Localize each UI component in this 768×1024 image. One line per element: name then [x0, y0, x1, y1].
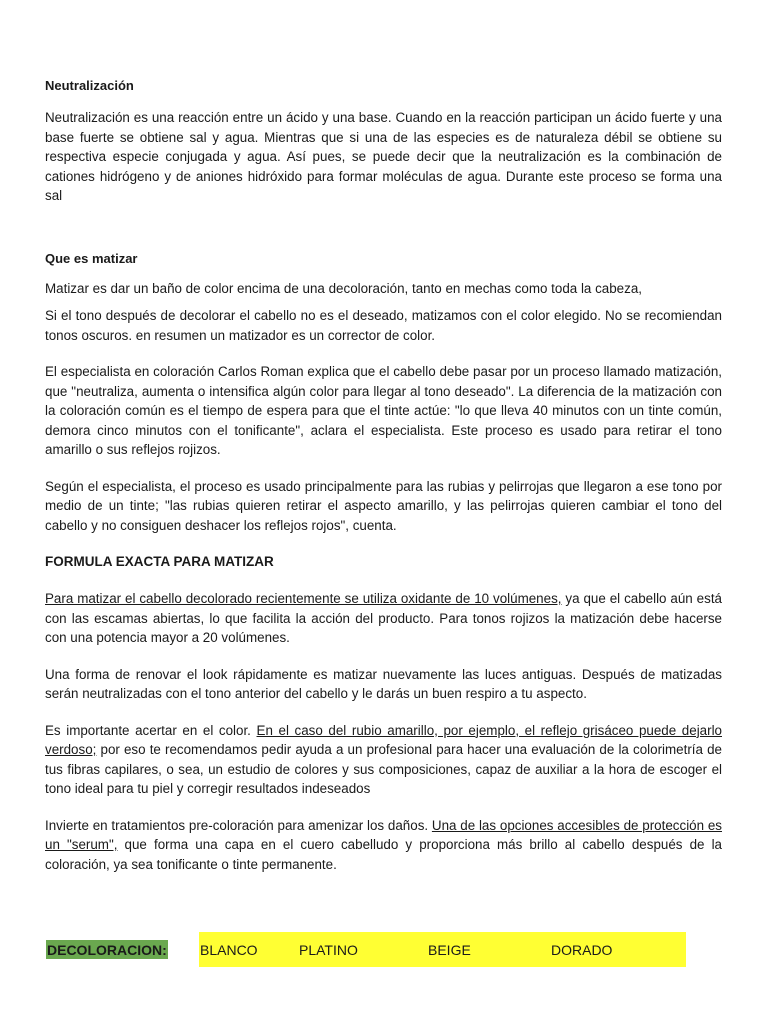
paragraph-matizar-4: Según el especialista, el proceso es usado principalmente para las rubias y pelirrojas que llegaron a ese tono por medio de un tinte; "las rubias quieren retirar el aspecto amarillo, y las pelirrojas quieren cambiar el tono del cabello y no consiguen deshacer los reflejos rojos", cuenta.: [45, 478, 722, 533]
table-cell-dorado: DORADO: [551, 932, 686, 967]
table-row: [45, 932, 686, 967]
table-cell-beige: BEIGE: [428, 932, 551, 967]
heading-formula: FORMULA EXACTA PARA MATIZAR: [45, 554, 274, 569]
paragraph-matizar-2: Si el tono después de decolorar el cabello no es el deseado, matizamos con el color elegido. No se recomiendan tonos oscuros. en resumen un matizador es un corrector de color.: [45, 308, 722, 343]
table-cell-blanco: BLANCO: [199, 932, 299, 967]
underlined-text: En el caso del rubio amarillo, por ejemplo, el reflejo grisáceo puede dejarlo verdoso;: [45, 722, 722, 757]
paragraph-text: ya que el cabello aún está con las escamas abiertas, lo que facilita la acción del producto. Para tonos rojizos la matización debe hacerse con una potencia mayor a 20 volúmenes.: [45, 591, 722, 645]
paragraph-formula-3: [45, 721, 722, 799]
table-cell-platino: PLATINO: [299, 932, 428, 967]
heading-neutralizacion: Neutralización: [45, 78, 134, 93]
paragraph-text: que forma una capa en el cuero cabelludo y proporciona más brillo al cabello después de la coloración, ya sea tonificante o tinte permanente.: [45, 837, 722, 872]
paragraph-text: Invierte en tratamientos pre-coloración para amenizar los daños.: [45, 817, 432, 833]
paragraph-matizar-1: Matizar es dar un baño de color encima de una decoloración, tanto en mechas como toda la cabeza,: [45, 280, 642, 296]
paragraph-matizar-3: El especialista en coloración Carlos Roman explica que el cabello debe pasar por un proceso llamado matización, que "neutraliza, aumenta o intensifica algún color para llegar al tono deseado". La diferencia de la matización con la coloración común es el tiempo de espera para que el tinte actúe: "lo que lleva 40 minutos con un tinte común, demora cinco minutos con el tonificante", aclara el especialista. Este proceso es usado para retirar el tono amarillo o sus reflejos rojizos.: [45, 364, 722, 457]
paragraph-neutralizacion: Neutralización es una reacción entre un ácido y una base. Cuando en la reacción participan un ácido fuerte y una base fuerte se obtiene sal y agua. Mientras que si una de las especies es de naturaleza débil se obtiene su respectiva especie conjugada y agua. Así pues, se puede decir que la neutralización es la combinación de cationes hidrógeno y de aniones hidróxido para formar moléculas de agua. Durante este proceso se forma una sal: [45, 110, 722, 203]
paragraph-formula-4: [45, 816, 722, 875]
document-content: [45, 78, 722, 874]
heading-que-es-matizar: Que es matizar: [45, 250, 138, 266]
table-label-cell: [45, 932, 199, 967]
paragraph-text: Es importante acertar en el color.: [45, 722, 257, 738]
underlined-text: Para matizar el cabello decolorado recientemente se utiliza oxidante de 10 volúmenes,: [45, 591, 562, 606]
paragraph-formula-1: [45, 589, 722, 648]
underlined-text: Una de las opciones accesibles de protección es un "serum",: [45, 817, 722, 852]
paragraph-formula-2: Una forma de renovar el look rápidamente es matizar nuevamente las luces antiguas. Después de matizadas serán neutralizadas con el tono anterior del cabello y le darás un buen respiro a tu aspecto.: [45, 666, 722, 701]
decoloracion-table: [45, 932, 686, 967]
decoloracion-label: DECOLORACION:: [47, 942, 167, 958]
paragraph-text: por eso te recomendamos pedir ayuda a un profesional para hacer una evaluación de la colorimetría de tus fibras capilares, o sea, un estudio de colores y sus composiciones, capaz de auxiliar a la hora de escoger el tono ideal para tu piel y corregir resultados indeseados: [45, 742, 722, 796]
